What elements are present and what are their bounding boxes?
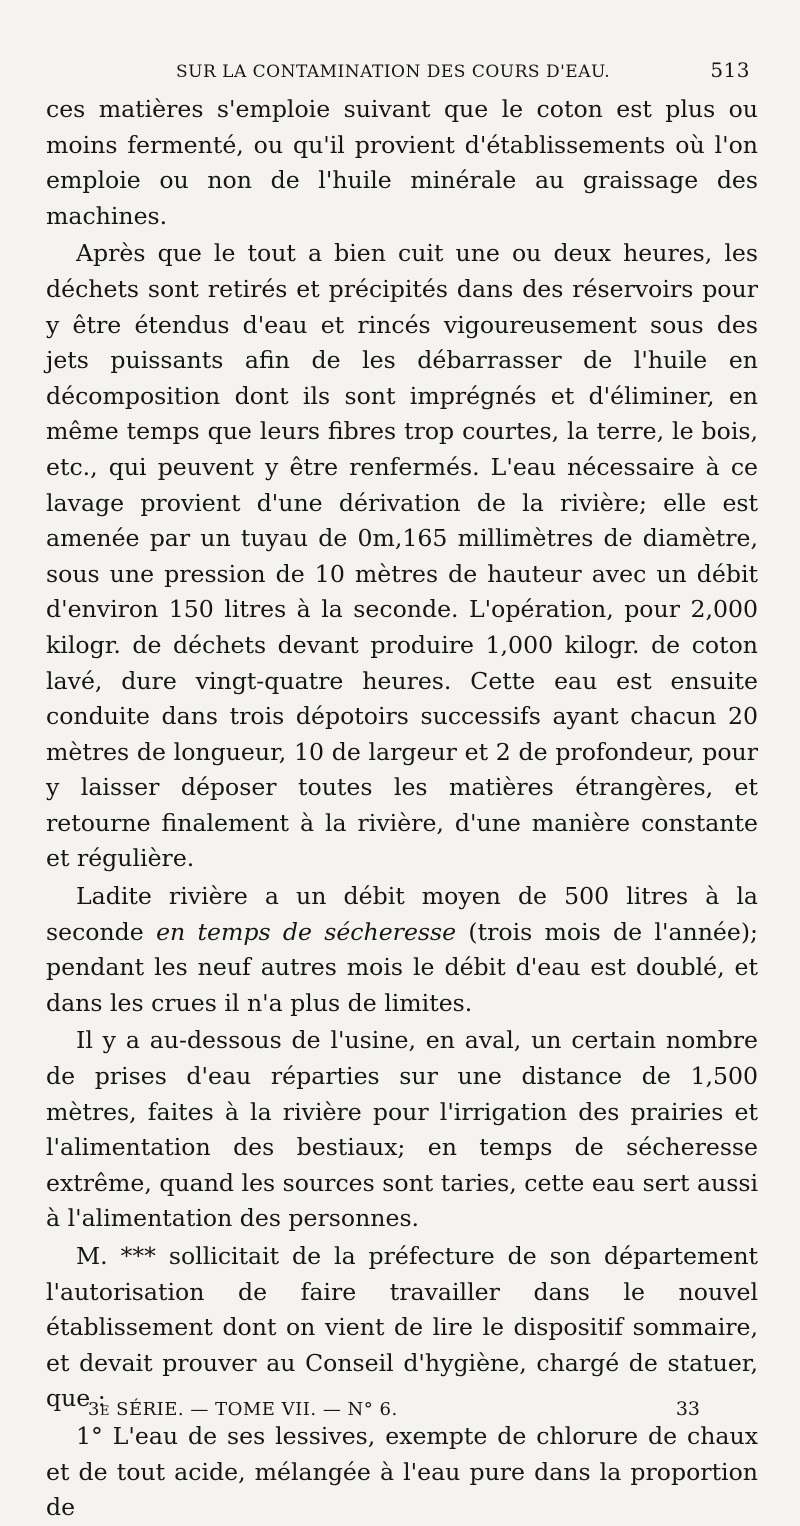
paragraph-1: ces matières s'emploie suivant que le coton est plus ou moins fermenté, ou qu'il provient d'établissements où l'on emploie ou non de l'huile minérale au graissage des machines. (46, 95, 758, 230)
paragraph-2: Après que le tout a bien cuit une ou deux heures, les déchets sont retirés et précipités dans des réservoirs pour y être étendus d'eau et rincés vigoureusement sous des jets puissants afin de les débarrasser de l'huile en décomposition dont ils sont imprégnés et d'éliminer, en même temps que leurs fibres trop courtes, la terre, le bois, etc., qui peuvent y être renfermés. L'eau nécessaire à ce lavage provient d'une dérivation de la rivière; elle est amenée par un tuyau de 0m,165 millimètres de diamètre, sous une pression de 10 mètres de hauteur avec un débit d'environ 150 litres à la seconde. L'opération, pour 2,000 kilogr. de déchets devant produire 1,000 kilogr. de coton lavé, dure vingt-quatre heures. Cette eau est ensuite conduite dans trois dépotoirs successifs ayant chacun 20 mètres de longueur, 10 de largeur et 2 de profondeur, pour y laisser déposer toutes les matières étrangères, et retourne finalement à la rivière, d'une manière constante et régulière. (46, 239, 758, 873)
series-line: 3e SÉRIE. — TOME VII. — N° 6. (88, 1399, 398, 1420)
running-head (46, 58, 758, 92)
paragraph-3-before: Ladite rivière a un débit moyen de 500 litres à la seconde (46, 882, 758, 946)
paragraph-6: 1° L'eau de ses lessives, exempte de chlorure de chaux et de tout acide, mélangée à l'eau pure dans la proportion de (46, 1421, 758, 1522)
paragraph-3 (46, 879, 758, 1021)
paragraph-4: Il y a au-dessous de l'usine, en aval, un certain nombre de prises d'eau réparties sur une distance de 1,500 mètres, faites à la rivière pour l'irrigation des prairies et l'alimentation des bestiaux; en temps de sécheresse extrême, quand les sources sont taries, cette eau sert aussi à l'alimentation des personnes. (46, 1026, 758, 1233)
paragraph-3-italic: en temps de sécheresse (156, 917, 457, 946)
page-footer (88, 1398, 700, 1420)
paragraph-5: M. *** sollicitait de la préfecture de son département l'autorisation de faire travailler dans le nouvel établissement dont on vient de lire le dispositif sommaire, et devait prouver au Conseil d'hygiène, chargé de statuer, que : (46, 1242, 758, 1413)
paragraph-3-after: (trois mois de l'année); pendant les neuf autres mois le débit d'eau est doublé, et dans les crues il n'a plus de limites. (46, 917, 758, 1017)
body-text (46, 92, 758, 1526)
signature-mark: 33 (675, 1398, 700, 1420)
page-number: 513 (710, 58, 750, 82)
running-title: SUR LA CONTAMINATION DES COURS D'EAU. (176, 62, 611, 82)
